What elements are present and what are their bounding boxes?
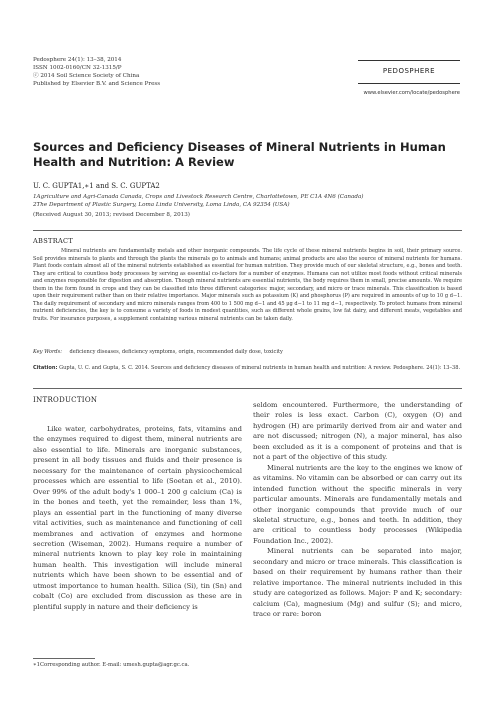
paragraph: Mineral nutrients are the key to the engines we know of as vitamins. No vitamin can be absorbed or can carry out its intended function without the specific minerals in very particular amounts. Minerals are fundamentally metals and other inorganic compounds that provide much of our skeletal structure, e.g., bones and teeth. In addition, they are critical to countless body processes (Wikipedia Foundation Inc., 2002). [253,463,462,545]
body-column-right [253,400,462,620]
issn-line: ISSN 1002-0160/CN 32-1315/P [33,65,122,71]
keywords-line [33,349,462,355]
paragraph: Mineral nutrients can be separated into major, secondary and micro or trace minerals. This classification is based on their requirement by humans rather than their relative importance. The mineral nutrients included in this study are categorized as follows. Major: P and K; secondary: calcium (Ca), magnesium (Mg) and sulfur (S); and micro, trace or rare: boron [253,547,462,619]
affiliation-1: 1Agriculture and Agri-Canada Canada, Crops and Livestock Research Centre, Charlottetown, PE C1A 4N6 (Canada) [33,194,364,200]
citation-text: Gupta, U. C. and Gupta, S. C. 2014. Sources and deficiency diseases of mineral nutrients in human health and nutrition: A review. Pedosphere. 24(1): 13–38. [59,365,461,371]
keywords-text: deficiency diseases, deficiency symptoms, origin, recommended daily dose, toxicity [69,349,283,355]
citation-label: Citation: [33,365,58,371]
journal-name: PEDOSPHERE [382,67,436,75]
copyright-line: ⓒ 2014 Soil Science Society of China [33,73,140,79]
corresponding-author-footnote: ∗1Corresponding author. E-mail: umesh.gupta@agr.gc.ca. [33,662,190,668]
author-list: U. C. GUPTA1,∗1 and S. C. GUPTA2 [33,182,160,190]
received-dates: (Received August 30, 2013; revised December 8, 2013) [33,212,190,218]
section-heading-introduction: INTRODUCTION [33,396,98,404]
journal-citation-line: Pedosphere 24(1): 13–38, 2014 [33,57,122,63]
affiliation-2: 2The Department of Plastic Surgery, Loma Linda University, Loma Linda, CA 92354 (USA) [33,202,290,208]
abstract-heading: ABSTRACT [33,237,74,245]
article-title: Sources and Deficiency Diseases of Mineral Nutrients in Human Health and Nutrition: A Review [33,140,446,169]
paragraph: Like water, carbohydrates, proteins, fats, vitamins and the enzymes required to digest them, mineral nutrients are also essential to life. Minerals are inorganic substances, present in all body tissues and fluids and their presence is necessary for the maintenance of certain physicochemical processes which are essential to life (Soetan et al., 2010). Over 99% of the adult body's 1 000–1 200 g calcium (Ca) is in the bones and teeth, yet the remainder, less than 1%, plays an essential part in the functioning of many diverse vital activities, such as maintenance and functioning of cell membranes and activation of enzymes and hormone secretion (Wiseman, 2002). Humans require a number of mineral nutrients known to play key role in maintaining human health. This investigation will include mineral nutrients which have been shown to be essential and of utmost importance to human health. Silica (Si), tin (Sn) and cobalt (Co) are excluded from discussion as these are in plentiful supply in nature and their deficiency is [33,425,242,611]
body-column-left [33,424,242,612]
footnote-rule [33,658,95,659]
divider-bottom [33,388,462,389]
keywords-label: Key Words: [33,349,62,355]
publisher-line: Published by Elsevier B.V. and Science Press [33,81,161,87]
journal-logo-box [358,60,460,84]
paragraph: seldom encountered. Furthermore, the understanding of their roles is less exact. Carbon (C), oxygen (O) and hydrogen (H) are primarily derived from air and water and are not discussed; nitrogen (N), a major mineral, has also been excluded as it is a component of proteins and that is not a part of the objective of this study. [253,401,462,462]
divider-top [33,230,462,231]
citation-block [33,365,462,373]
abstract-body: Mineral nutrients are fundamentally metals and other inorganic compounds. The life cycle of these mineral nutrients begins in soil, their primary source. Soil provides minerals to plants and through the plants the minerals go to animals and humans; animal products are also the source of mineral nutrients for humans. Plant foods contain almost all of the mineral nutrients established as essential for human nutrition. They provide much of our skeletal structure, e.g., bones and teeth. They are critical to countless body processes by serving as essential co-factors for a number of enzymes. Humans can not utilize most foods without critical minerals and enzymes responsible for digestion and absorption. Though mineral nutrients are essential nutrients, the body requires them in small, precise amounts. We require them in the form found in crops and they can be classified into three different categories: major, secondary, and micro or trace minerals. This classification is based upon their requirement rather than on their relative importance. Major minerals such as potassium (K) and phosphorus (P) are required in amounts of up to 10 g d−1. The daily requirement of secondary and micro minerals ranges from 400 to 1 500 mg d−1 and 45 μg d−1 to 11 mg d−1, respectively. To protect humans from mineral nutrient deficiencies, the key is to consume a variety of foods in modest quantities, such as different whole grains, low fat dairy, and different meats, vegetables and fruits. For insurance purposes, a supplement containing various mineral nutrients can be taken daily. [33,248,462,322]
journal-url-link[interactable]: www.elsevier.com/locate/pedosphere [363,90,460,96]
